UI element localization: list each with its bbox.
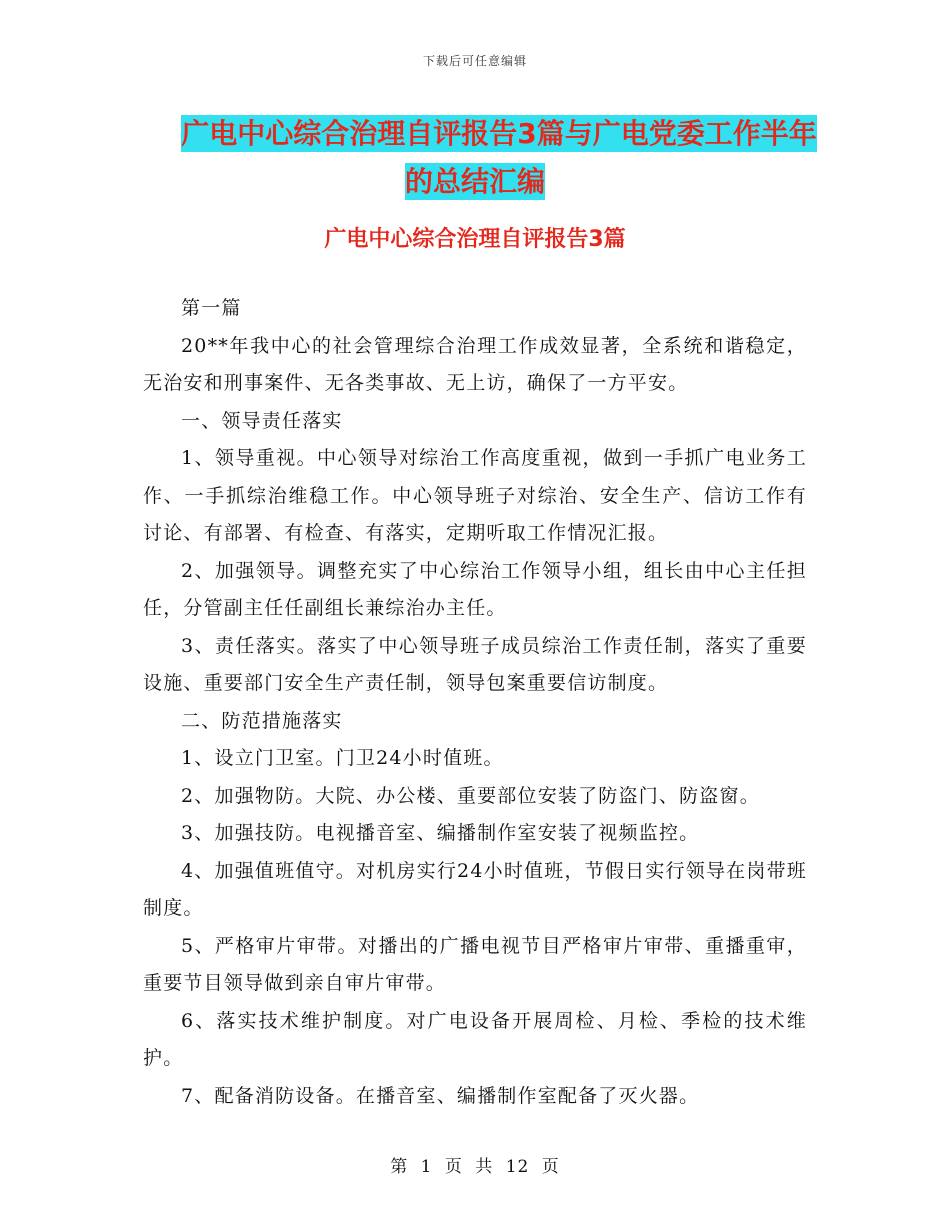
paragraph: 3、责任落实。落实了中心领导班子成员综治工作责任制，落实了重要设施、重要部门安全生产责任制，领导包案重要信访制度。 <box>143 634 807 694</box>
paragraph: 6、落实技术维护制度。对广电设备开展周检、月检、季检的技术维护。 <box>143 1009 807 1069</box>
paragraph: 1、设立门卫室。门卫24小时值班。 <box>181 747 504 769</box>
title-highlight-2: 的总结汇编 <box>404 165 545 198</box>
document-title-line-2 <box>0 158 950 206</box>
document-body <box>143 290 807 1115</box>
paragraph: 2、加强物防。大院、办公楼、重要部位安装了防盗门、防盗窗。 <box>181 784 760 807</box>
paragraph: 二、防范措施落实 <box>181 709 343 732</box>
paragraph: 3、加强技防。电视播音室、编播制作室安装了视频监控。 <box>181 822 700 844</box>
header-note: 下载后可任意编辑 <box>422 54 527 68</box>
paragraph: 一、领导责任落实 <box>181 409 343 432</box>
section-title: 广电中心综合治理自评报告3篇 <box>324 227 626 252</box>
document-title <box>0 110 950 206</box>
paragraph: 1、领导重视。中心领导对综治工作高度重视，做到一手抓广电业务工作、一手抓综治维稳工作。中心领导班子对综治、安全生产、信访工作有讨论、有部署、有检查、有落实，定期听取工作情况汇报。 <box>143 447 807 544</box>
title-highlight-1: 广电中心综合治理自评报告3篇与广电党委工作半年 <box>181 117 817 150</box>
paragraph: 第一篇 <box>181 297 242 319</box>
paragraph: 7、配备消防设备。在播音室、编播制作室配备了灭火器。 <box>181 1084 700 1107</box>
page-footer: 第 1 页 共 12 页 <box>390 1157 560 1177</box>
paragraph: 5、严格审片审带。对播出的广播电视节目严格审片审带、重播重审，重要节目领导做到亲自审片审带。 <box>143 934 807 994</box>
paragraph: 20**年我中心的社会管理综合治理工作成效显著，全系统和谐稳定，无治安和刑事案件、无各类事故、无上访，确保了一方平安。 <box>143 334 807 394</box>
paragraph: 2、加强领导。调整充实了中心综治工作领导小组，组长由中心主任担任，分管副主任任副组长兼综治办主任。 <box>143 559 807 619</box>
document-title-line-1 <box>48 110 950 158</box>
paragraph: 4、加强值班值守。对机房实行24小时值班，节假日实行领导在岗带班制度。 <box>143 859 807 919</box>
